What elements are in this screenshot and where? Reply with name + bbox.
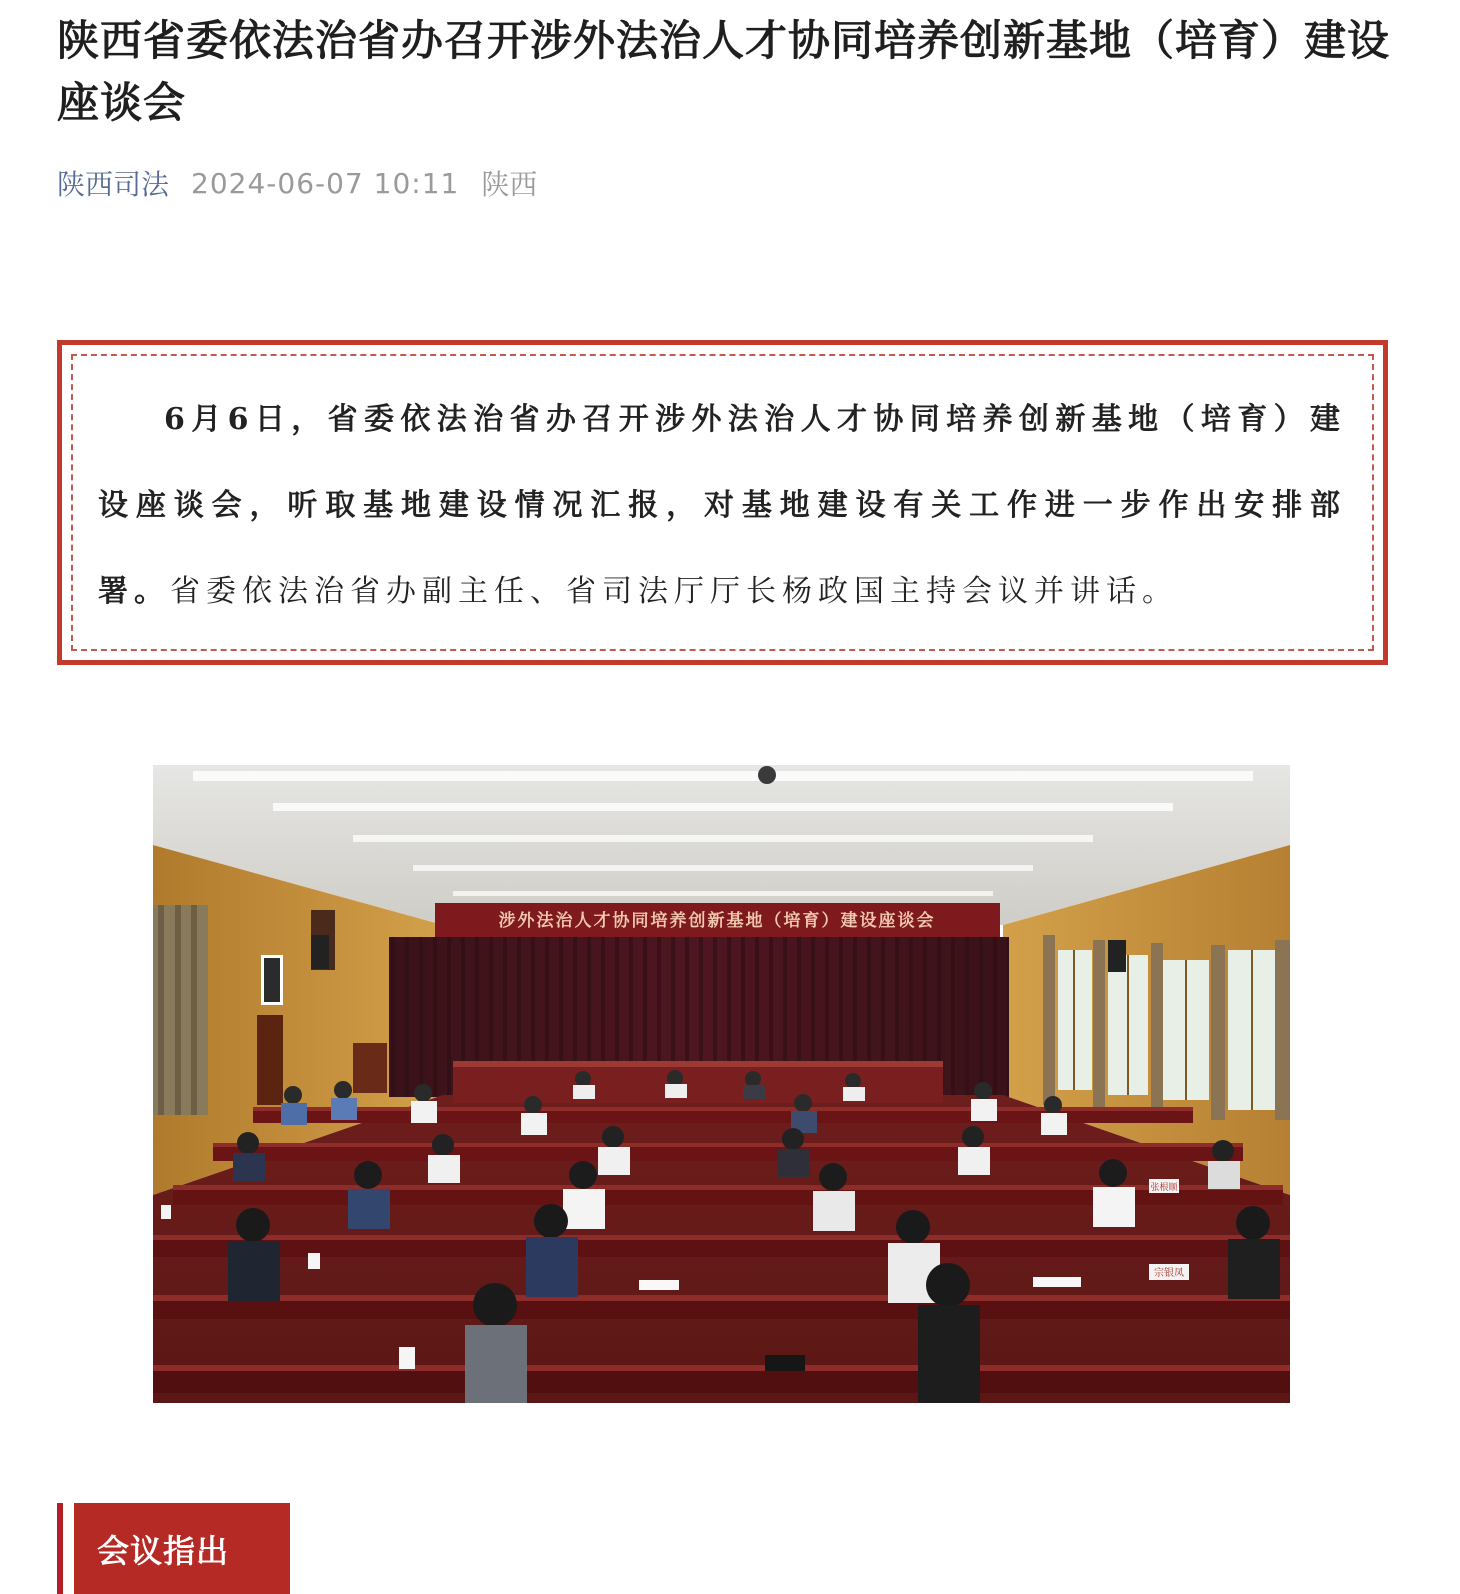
article-title: 陕西省委依法治省办召开涉外法治人才协同培养创新基地（培育）建设座谈会: [57, 16, 1391, 127]
intro-quote-box: [57, 340, 1388, 665]
article-meta: [57, 163, 537, 203]
account-name-link[interactable]: 陕西司法: [57, 168, 170, 201]
intro-highlight: 6月6日，省委依法治省办召开涉外法治人才协同培养创新基地（培育）建设座谈会，听取基地建设情况汇报，对基地建设有关工作进一步作出安排部署。: [98, 402, 1346, 609]
publish-location: 陕西: [481, 168, 538, 201]
name-card-2: 宗银凤: [1154, 1268, 1184, 1279]
meeting-banner: [435, 903, 1000, 937]
section-header: [57, 1503, 297, 1594]
section-label: 会议指出: [97, 1532, 230, 1570]
meeting-photo[interactable]: [153, 765, 1290, 1403]
intro-paragraph: [98, 377, 1346, 635]
banner-text: 涉外法治人才协同培养创新基地（培育）建设座谈会: [498, 911, 936, 931]
name-card-1: 张根顺: [1150, 1183, 1178, 1193]
intro-rest: 省委依法治省办副主任、省司法厅厅长杨政国主持会议并讲话。: [170, 574, 1178, 609]
publish-time: 2024-06-07 10:11: [191, 166, 460, 200]
section-accent-bar: [57, 1503, 63, 1594]
meeting-room-illustration: [153, 765, 1290, 1403]
